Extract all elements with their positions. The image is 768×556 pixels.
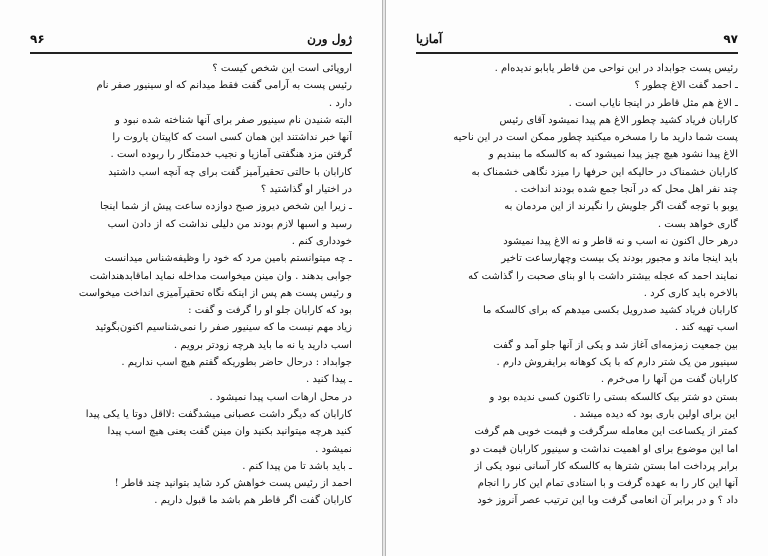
text-line: کارابان با حالتی تحقیرآمیز گفت برای چه آنچه اسب داشتید xyxy=(108,166,352,178)
text-line: جوابی بدهند . وان مینن میخواست مداخله نماید اماقابدهنداشت xyxy=(89,270,352,282)
text-line: ـ احمد گفت الاغ چطور ؟ xyxy=(634,80,738,92)
text-line: ـ باید باشد تا من پیدا کنم . xyxy=(242,460,352,472)
text-line: در اختیار او گذاشتید ؟ xyxy=(260,184,352,196)
text-line: بالاخره باید کاری کرد . xyxy=(643,287,738,299)
text-line: پست شما دارید ما را مسخره میکنید چطور ممکن است در این ناحیه xyxy=(453,132,738,144)
text-line: ـ چه میتوانستم بامین مرد که خود را وظیفه‌شناس میدانست xyxy=(104,253,352,265)
right-page-header xyxy=(416,30,738,54)
left-page xyxy=(0,0,383,556)
text-line: اسب دارید یا نه ما باید هرچه زودتر برویم . xyxy=(173,339,352,351)
text-line: البته شنیدن نام سینیور صفر برای آنها شناخته شده نبود و xyxy=(115,114,352,126)
right-page-body xyxy=(416,60,738,510)
text-line: چند نفر اهل محل که در آنجا جمع شده بودند انداخت . xyxy=(514,184,738,196)
text-line: رئیس پست به آرامی گفت فقط میدانم که او سینیور صفر نام xyxy=(96,80,352,92)
text-line: جوابداد : درحال حاضر بطوریکه گفتم هیچ اسب نداریم . xyxy=(121,357,352,369)
text-line: بین جمعیت زمزمه‌ای آغاز شد و یکی از آنها جلو آمد و گفت xyxy=(493,339,738,351)
text-line: باید اینجا ماند و مجبور بودند یک بیست وچهارساعت تاخیر xyxy=(501,253,738,265)
text-line: خودداری کنم . xyxy=(291,235,352,247)
text-line: ـ پیدا کنید . xyxy=(306,374,352,386)
text-line: بستن دو شتر بیک کالسکه بستی را تاکنون کسی ندیده بود و xyxy=(489,391,738,403)
text-line: کارابان گفت اگر قاطر هم باشد ما قبول داریم . xyxy=(154,495,352,507)
text-line: ـ زیرا این شخص دیروز صبح دوازده ساعت پیش از شما اینجا xyxy=(99,201,352,213)
text-line: برابر پرداخت اما بستن شترها به کالسکه کار آسانی نبود یکی از xyxy=(474,460,738,472)
text-line: آنها این کار را به عهده گرفت و با استادی تمام این کار را انجام xyxy=(477,478,738,490)
text-line: کارابان خشمناک در حالیکه این حرفها را میزد نگاهی خشمناک به xyxy=(471,166,738,178)
text-line: این برای اولین باری بود که دیده میشد . xyxy=(573,408,738,420)
text-line: سینیور من یک شتر دارم که با یک کوهانه برایفروش دارم . xyxy=(496,357,738,369)
text-line: الاغ پیدا نشود هیچ چیز پیدا نمیشود که به کالسکه ما ببندیم و xyxy=(488,149,738,161)
text-line: کارابان فریاد کشید چطور الاغ هم پیدا نمیشود آقای رئیس xyxy=(499,114,738,126)
text-line: داد ؟ و در برابر آن انعامی گرفت وبا این ترتیب عصر آنروز خود xyxy=(477,495,738,507)
text-line: گرفتن مزد هنگفتی آمازیا و نجیب خدمتگار را ربوده است . xyxy=(110,149,352,161)
text-line: کارابان فریاد کشید صدرویل بکسی میدهم که برای کالسکه ما xyxy=(482,305,738,317)
text-line: یوبو با توجه گفت اگر جلویش را نگیرند از این مردمان به xyxy=(504,201,738,213)
text-line: رسید و اسبها لازم بودند من دلیلی نداشت که از دادن اسب xyxy=(107,218,352,230)
text-line: رئیس پست جوابداد در این نواحی من قاطر یابابو ندیده‌ام . xyxy=(494,63,738,74)
text-line: ـ الاغ هم مثل قاطر در اینجا نایاب است . xyxy=(568,97,738,109)
text-line: کنید هرچه میتوانید بکنید وان مینن گفت یعنی هیچ اسب پیدا xyxy=(107,426,352,438)
left-page-body xyxy=(30,60,352,510)
left-page-number: ۹۶ xyxy=(30,32,45,46)
text-line: آنها خبر نداشتند این همان کسی است که کاپیتان یاروت را xyxy=(112,132,352,144)
text-line: کارابان که دیگر داشت عصبانی میشدگفت :لااقل دوتا یا یکی پیدا xyxy=(85,408,352,420)
text-line: و رئیس پست هم پس از اینکه نگاه تحقیرآمیزی انداخت میخواست xyxy=(78,287,352,299)
text-line: درهر حال اکنون نه اسب و نه قاطر و نه الاغ پیدا نمیشود xyxy=(503,235,738,247)
right-running-title: آمازیا xyxy=(416,32,443,46)
left-page-header xyxy=(30,30,352,54)
text-line: زیاد مهم نیست ما که سینیور صفر را نمی‌شناسیم اکنون‌بگوئید xyxy=(95,322,352,334)
text-line: بود که کارابان جلو او را گرفت و گفت : xyxy=(188,305,352,317)
text-line: نمایند احمد که عجله بیشتر داشت با او بنای صحبت را گذاشت که xyxy=(468,270,738,282)
right-page-number: ۹۷ xyxy=(723,32,738,46)
text-line: اما این موضوع برای او اهمیت نداشت و سینیور کارابان قیمت دو xyxy=(470,443,738,455)
text-line: کارابان گفت من آنها را می‌خرم . xyxy=(600,374,738,386)
text-line: نمیشود . xyxy=(315,443,352,455)
text-line: اروپائی است این شخص کیست ؟ xyxy=(212,63,352,74)
text-line: در محل ارهات اسب پیدا نمیشود . xyxy=(209,391,352,403)
text-line: اسب تهیه کند . xyxy=(674,322,738,334)
text-line: دارد . xyxy=(328,97,352,109)
text-line: گاری خواهد بست . xyxy=(657,218,738,230)
text-line: کمتر از یکساعت این معامله سرگرفت و قیمت خوبی هم گرفت xyxy=(474,426,738,438)
left-running-title: ژول ورن xyxy=(307,32,352,46)
text-line: احمد از رئیس پست خواهش کرد شاید بتوانید چند قاطر ! xyxy=(114,478,352,490)
right-page xyxy=(385,0,768,556)
